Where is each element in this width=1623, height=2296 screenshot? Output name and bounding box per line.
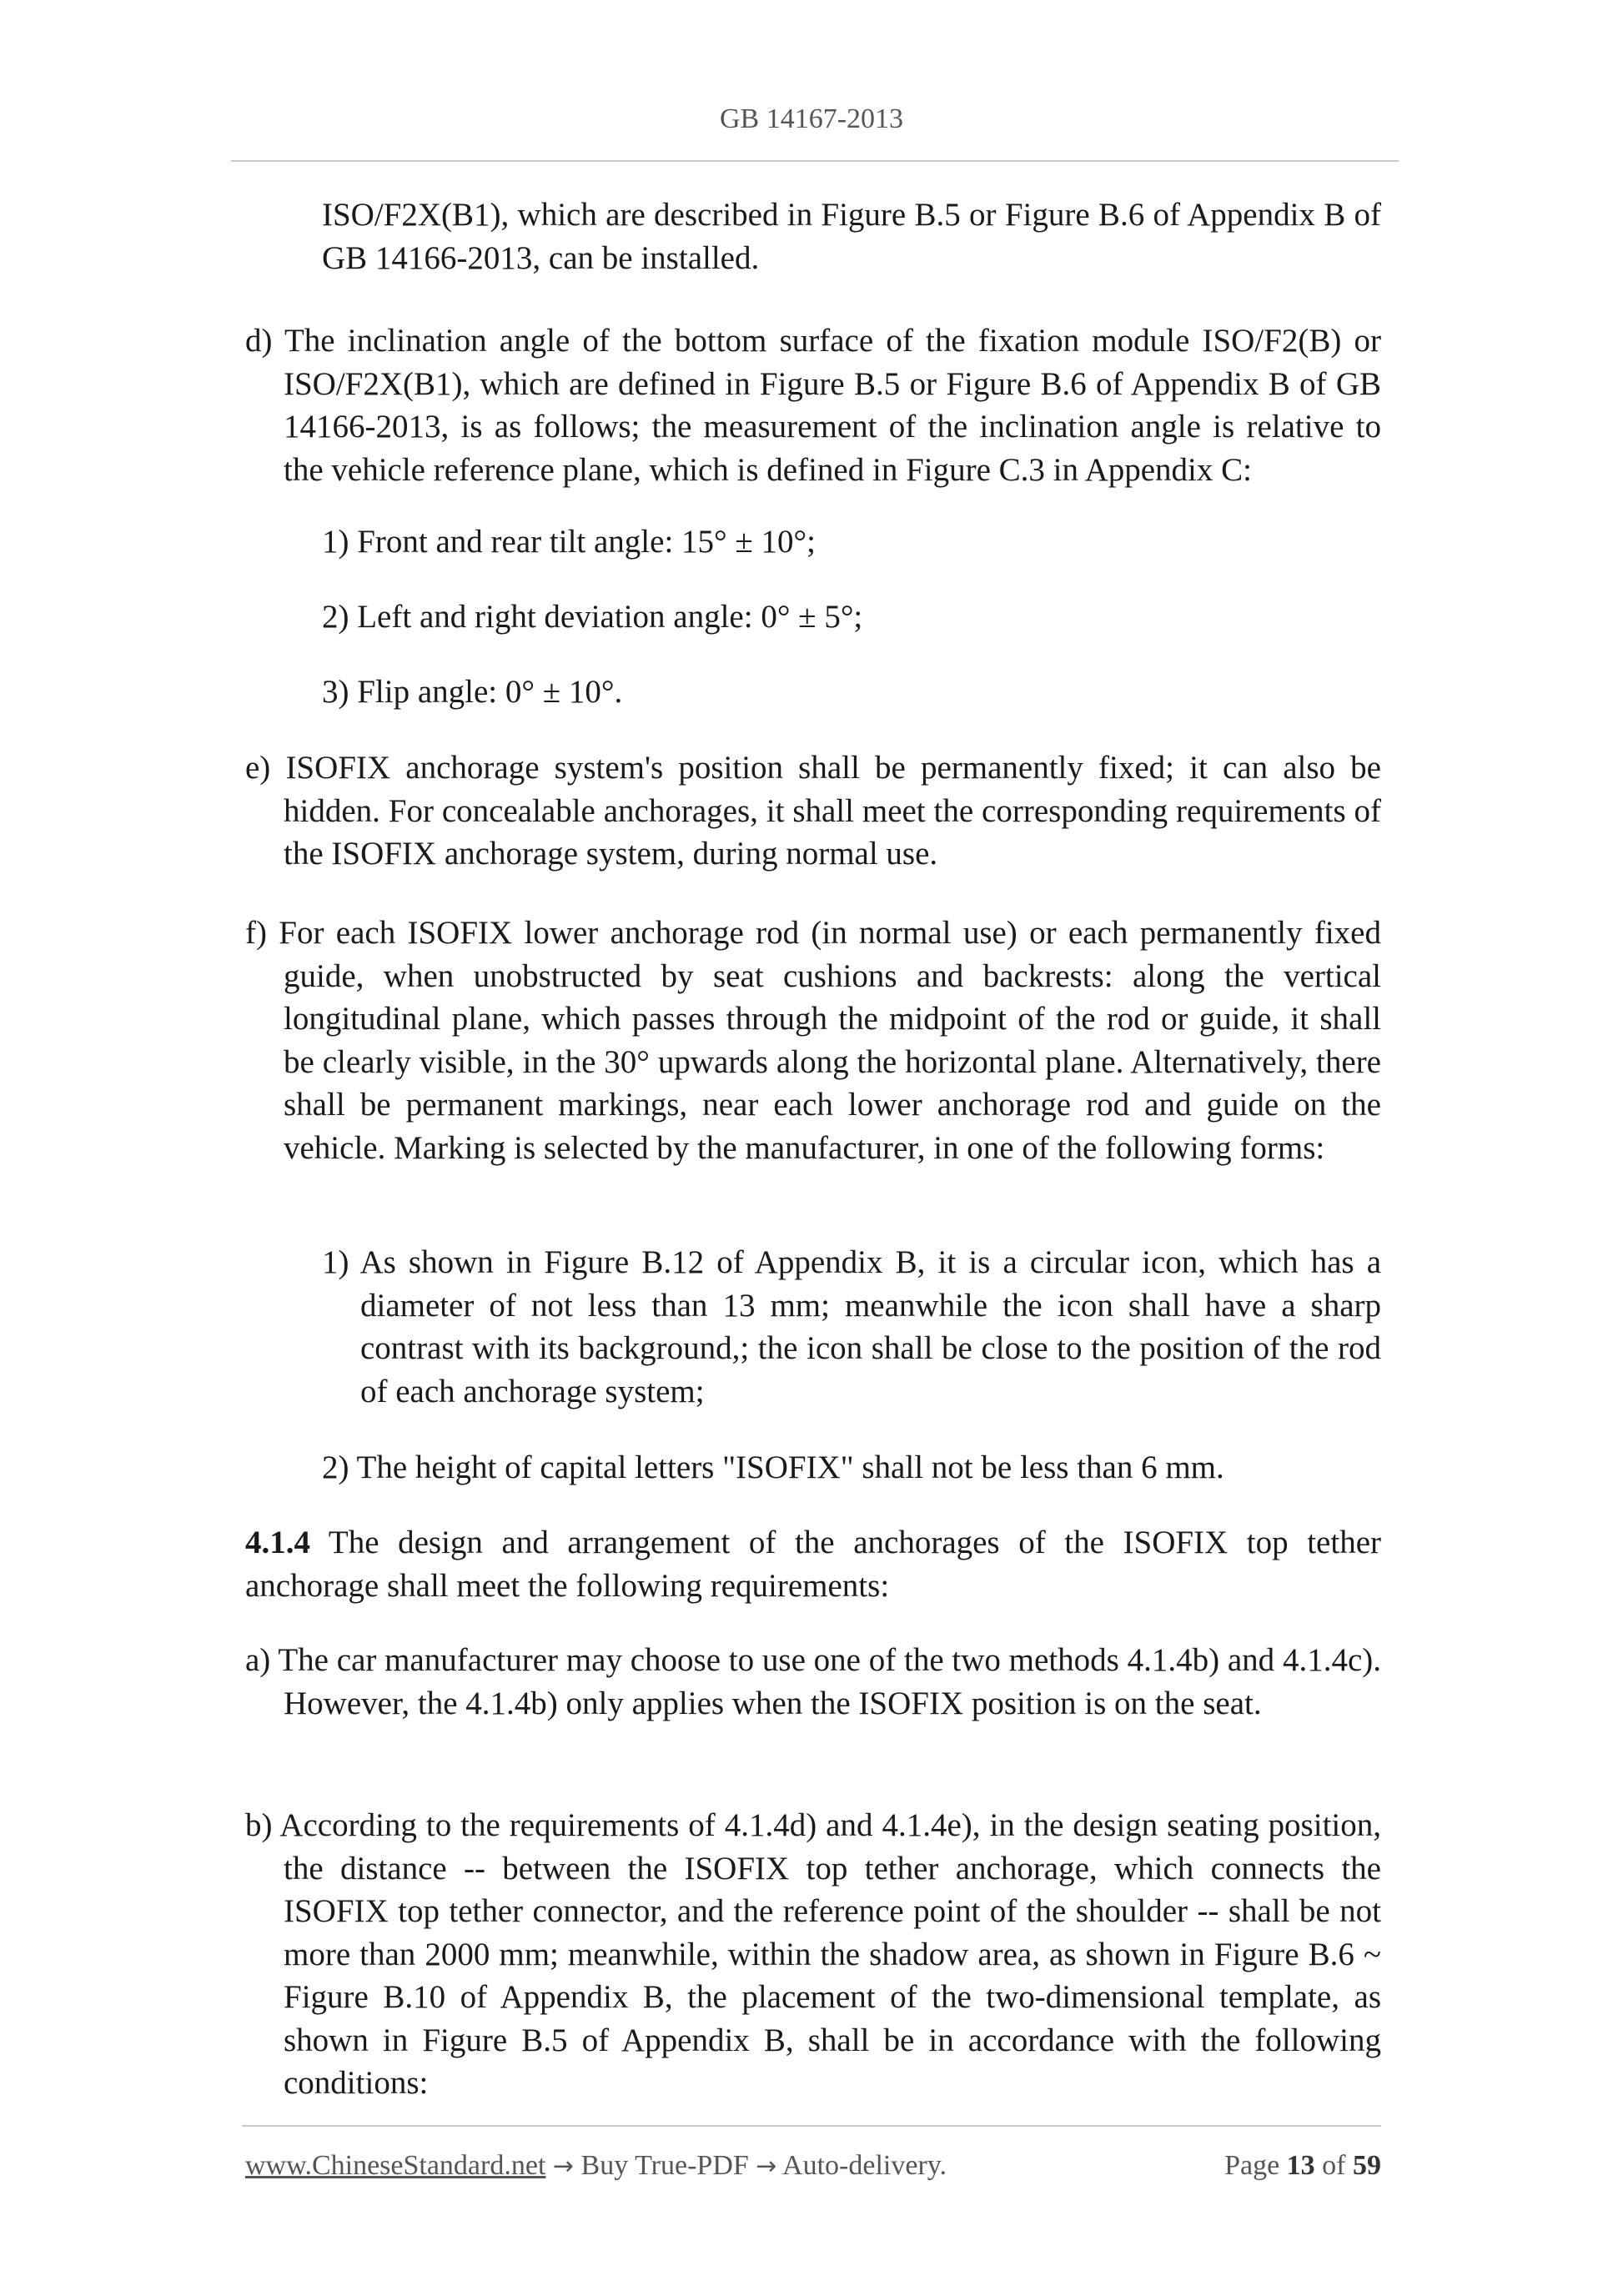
arrow-right-icon: → (756, 2152, 777, 2181)
item-f-1: 1) As shown in Figure B.12 of Appendix B, it is a circular icon, which has a diameter of not less than 13 mm; meanwhile the icon shall have a sharp contrast with its background,; the icon shall be close to the position of the rod of each anchorage system; (322, 1244, 1381, 1409)
current-page: 13 (1286, 2150, 1315, 2181)
buy-text: Buy True-PDF (574, 2150, 756, 2181)
delivery-text: Auto-delivery. (776, 2150, 947, 2181)
item-e: e) ISOFIX anchorage system's position shall be permanently fixed; it can also be hidden. For concealable anchorages, it shall meet the corresponding requirements of the ISOFIX anchorage system, during normal use. (245, 750, 1381, 872)
item-d-2: 2) Left and right deviation angle: 0° ± 5°; (322, 599, 863, 635)
item-d-1: 1) Front and rear tilt angle: 15° ± 10°; (322, 524, 816, 560)
page-label: Page (1224, 2150, 1287, 2181)
header-divider (231, 160, 1399, 162)
of-label: of (1314, 2150, 1353, 2181)
page-header: GB 14167-2013 (719, 103, 904, 134)
item-b: b) According to the requirements of 4.1.4d) and 4.1.4e), in the design seating position, the distance -- between the ISOFIX top tether anchorage, which connects the ISOFIX top tether connector, and the reference point of the shoulder -- shall be not more than 2000 mm; meanwhile, within the shadow area, as shown in Figure B.6 ~ Figure B.10 of Appendix B, the placement of the two-dimensional template, as shown in Figure B.5 of Appendix B, shall be in accordance with the following conditions: (245, 1807, 1381, 2101)
item-f: f) For each ISOFIX lower anchorage rod (in normal use) or each permanently fixed guide, when unobstructed by seat cushions and backrests: along the vertical longitudinal plane, which passes through the midpoint of the rod or guide, it shall be clearly visible, in the 30° upwards along the horizontal plane. Alternatively, there shall be permanent markings, near each lower anchorage rod and guide on the vehicle. Marking is selected by the manufacturer, in one of the following forms: (245, 915, 1381, 1166)
section-text: The design and arrangement of the anchorages of the ISOFIX top tether anchorage shall meet the following requirements: (245, 1525, 1381, 1604)
footer-links (245, 2150, 947, 2182)
item-d-3: 3) Flip angle: 0° ± 10°. (322, 674, 623, 710)
item-f-2: 2) The height of capital letters "ISOFIX" shall not be less than 6 mm. (322, 1449, 1224, 1485)
page-number (1224, 2150, 1381, 2182)
item-a: a) The car manufacturer may choose to use one of the two methods 4.1.4b) and 4.1.4c). However, the 4.1.4b) only applies when the ISOFIX position is on the seat. (245, 1642, 1381, 1721)
footer-divider (242, 2125, 1381, 2127)
total-pages: 59 (1353, 2150, 1381, 2181)
item-c-continuation: ISO/F2X(B1), which are described in Figure B.5 or Figure B.6 of Appendix B of GB 14166-2013, can be installed. (322, 197, 1381, 276)
arrow-right-icon: → (552, 2152, 575, 2181)
section-4-1-4 (245, 1521, 1381, 1607)
item-d: d) The inclination angle of the bottom surface of the fixation module ISO/F2(B) or ISO/F2X(B1), which are defined in Figure B.5 or Figure B.6 of Appendix B of GB 14166-2013, is as follows; the measurement of the inclination angle is relative to the vehicle reference plane, which is defined in Figure C.3 in Appendix C: (245, 323, 1381, 488)
site-link[interactable]: www.ChineseStandard.net (245, 2150, 546, 2181)
section-number: 4.1.4 (245, 1525, 310, 1560)
